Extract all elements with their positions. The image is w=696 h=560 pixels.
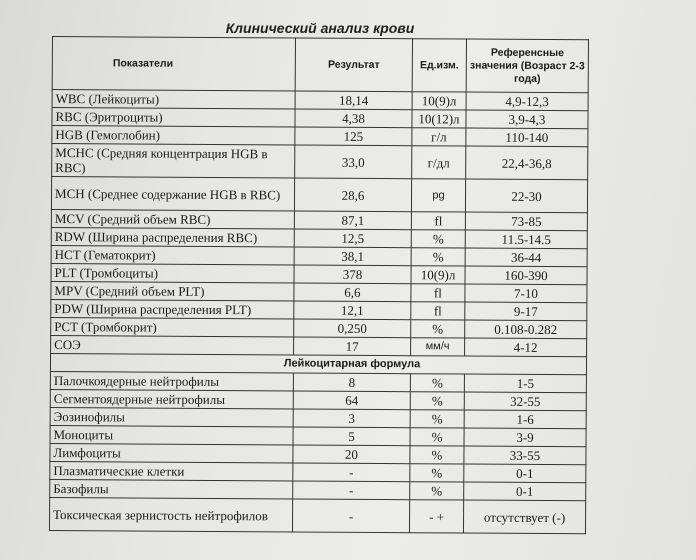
- table-row: [52, 144, 588, 180]
- row-unit: fl: [411, 212, 465, 230]
- row-result: 87,1: [294, 211, 411, 230]
- row-reference: 73-85: [465, 212, 587, 231]
- row-name: Лимфоциты: [50, 443, 293, 462]
- row-name: Эозинофилы: [50, 407, 293, 426]
- header-unit: Ед.изм.: [412, 39, 466, 92]
- header-reference: Референсные значения (Возраст 2-3 года): [466, 39, 588, 93]
- row-name: MCHC (Средняя концентрация HGB в RBC): [52, 144, 295, 178]
- page-title: Клинический анализ крови: [225, 20, 415, 36]
- row-unit: %: [410, 482, 464, 500]
- row-result: -: [293, 463, 410, 482]
- row-unit: %: [410, 410, 464, 428]
- row-unit: - +: [409, 500, 463, 533]
- row-result: 20: [293, 445, 410, 464]
- row-reference: 0-1: [464, 464, 586, 483]
- row-result: 33,0: [295, 145, 412, 179]
- row-reference: 3-9: [464, 428, 586, 447]
- row-result: 17: [294, 337, 411, 356]
- row-unit: 10(9)л: [411, 266, 465, 284]
- row-unit: fl: [411, 302, 465, 320]
- row-unit: г/дл: [412, 146, 466, 179]
- row-unit: г/л: [412, 128, 466, 146]
- row-unit: мм/ч: [411, 338, 465, 356]
- row-unit: 10(9)л: [412, 92, 466, 110]
- row-result: 64: [293, 391, 410, 410]
- row-reference: 4,9-12,3: [466, 92, 588, 111]
- row-result: 0,250: [294, 319, 411, 338]
- row-result: 12,1: [294, 301, 411, 320]
- row-name: HCT (Гематокрит): [51, 245, 294, 264]
- row-reference: 36-44: [465, 248, 587, 267]
- row-unit: %: [410, 428, 464, 446]
- row-name: Токсическая зернистость нейтрофилов: [49, 497, 292, 531]
- row-name: WBC (Лейкоциты): [52, 90, 295, 109]
- row-result: 38,1: [294, 247, 411, 266]
- header-result: Результат: [295, 38, 412, 92]
- row-result: 5: [293, 427, 410, 446]
- row-reference: 33-55: [464, 446, 586, 465]
- table-row: [49, 497, 585, 533]
- row-name: MPV (Средний объем PLT): [51, 281, 294, 300]
- row-result: 125: [295, 127, 412, 146]
- row-unit: %: [411, 248, 465, 266]
- row-reference: 1-5: [464, 374, 586, 393]
- row-name: RBC (Эритроциты): [52, 108, 295, 127]
- row-unit: %: [410, 446, 464, 464]
- row-reference: 3,9-4,3: [466, 110, 588, 129]
- row-reference: отсутствует (-): [463, 500, 585, 534]
- row-name: Сегментоядерные нейтрофилы: [50, 389, 293, 408]
- row-result: 8: [293, 373, 410, 392]
- row-unit: %: [410, 464, 464, 482]
- row-result: 4,38: [295, 109, 412, 128]
- row-name: RDW (Ширина распределения RBC): [51, 227, 294, 246]
- row-name: Базофилы: [50, 479, 293, 498]
- row-reference: 22-30: [465, 179, 587, 213]
- row-reference: 32-55: [464, 392, 586, 411]
- row-reference: 0.108-0.282: [465, 320, 587, 339]
- row-reference: 0-1: [464, 482, 586, 501]
- row-name: PDW (Ширина распределения PLT): [51, 299, 294, 318]
- row-result: 6,6: [294, 283, 411, 302]
- row-unit: 10(12)л: [412, 110, 466, 128]
- row-name: MCV (Средний объем RBC): [51, 209, 294, 228]
- row-result: -: [292, 499, 409, 533]
- header-indicator: Показатели: [52, 37, 295, 91]
- row-reference: 9-17: [465, 302, 587, 321]
- row-reference: 22,4-36,8: [466, 146, 588, 180]
- row-result: 18,14: [295, 91, 412, 110]
- row-result: 28,6: [294, 178, 411, 212]
- section-title: Лейкоцитарная формула: [283, 357, 421, 371]
- row-unit: pg: [411, 179, 465, 212]
- blood-test-table: [49, 36, 589, 534]
- row-unit: %: [411, 320, 465, 338]
- row-reference: 1-6: [464, 410, 586, 429]
- row-name: HGB (Гемоглобин): [52, 126, 295, 145]
- row-unit: %: [410, 374, 464, 392]
- row-reference: 11.5-14.5: [465, 230, 587, 249]
- row-reference: 7-10: [465, 284, 587, 303]
- row-result: 3: [293, 409, 410, 428]
- table-header-row: [52, 37, 588, 93]
- row-reference: 4-12: [465, 338, 587, 357]
- row-unit: fl: [411, 284, 465, 302]
- row-name: MCH (Среднее содержание HGB в RBC): [51, 177, 294, 211]
- row-name: СОЭ: [51, 335, 294, 354]
- row-name: PCT (Тромбокрит): [51, 317, 294, 336]
- row-name: Моноциты: [50, 425, 293, 444]
- row-result: 378: [294, 265, 411, 284]
- row-name: Плазматические клетки: [50, 461, 293, 480]
- table-row: [51, 177, 587, 213]
- row-result: 12,5: [294, 229, 411, 248]
- row-reference: 160-390: [465, 266, 587, 285]
- row-name: Палочкоядерные нейтрофилы: [50, 371, 293, 390]
- row-result: -: [293, 481, 410, 500]
- row-unit: %: [411, 230, 465, 248]
- row-reference: 110-140: [466, 128, 588, 147]
- row-name: PLT (Тромбоциты): [51, 263, 294, 282]
- row-unit: %: [410, 392, 464, 410]
